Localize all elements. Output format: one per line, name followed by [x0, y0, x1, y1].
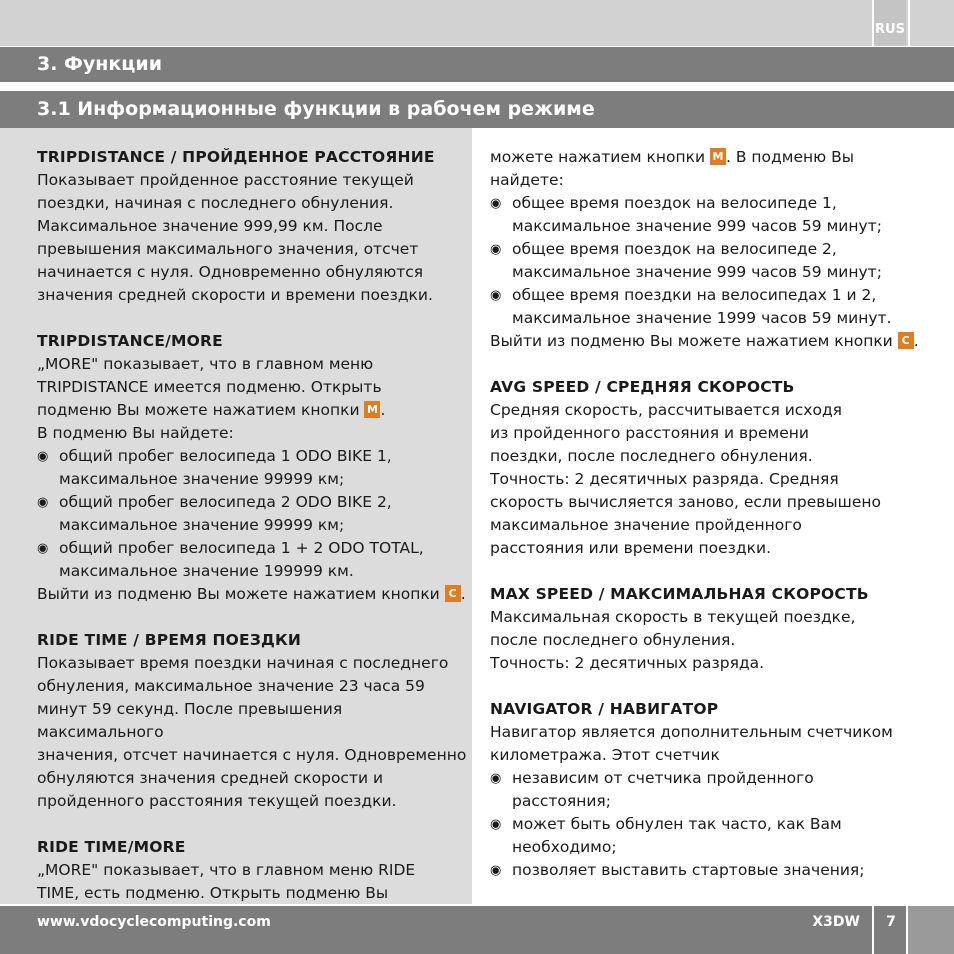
list-item: ◉ общее время поездки на велосипедах 1 и 2, максимальное значение 1999 часов 59 минут. [490, 286, 892, 327]
tripdistance-heading: TRIPDISTANCE / ПРОЙДЕННОЕ РАССТОЯНИЕ [37, 148, 435, 166]
avg-speed-line: из пройденного расстояния и времени [490, 424, 809, 442]
bullet-icon: ◉ [490, 771, 502, 786]
bullet-icon: ◉ [490, 242, 502, 257]
ride-time-more-line: можете нажатием кнопки M . В подменю Вы [490, 148, 854, 166]
ride-time-more-line: TIME, есть подменю. Открыть подменю Вы [37, 884, 389, 902]
ride-time-line: обнуления, максимальное значение 23 часа 59 [37, 677, 425, 695]
language-tab [872, 0, 906, 46]
m-key-icon: M [710, 148, 726, 165]
ride-time-line: значения, отсчет начинается с нуля. Одновременно [37, 746, 467, 764]
list-item: ◉ общий пробег велосипеда 1 ODO BIKE 1, максимальное значение 99999 км; [37, 447, 392, 488]
ride-time-more-line: найдете: [490, 171, 564, 189]
submenu-exit-line: Выйти из подменю Вы можете нажатием кнопки C . [37, 585, 466, 603]
navigator-line: километража. Этот счетчик [490, 746, 720, 764]
right-column [490, 146, 920, 882]
section-title: 3.1 Информационные функции в рабочем режиме [37, 98, 595, 120]
c-key-icon: C [445, 585, 461, 602]
avg-speed-line: поездки, после последнего обнуления. [490, 447, 813, 465]
language-label: RUS [875, 22, 905, 37]
bullet-icon: ◉ [490, 288, 502, 303]
list-item: ◉ может быть обнулен так часто, как Вам необходимо; [490, 815, 842, 856]
footer-bar [0, 906, 954, 954]
navigator-heading: NAVIGATOR / НАВИГАТОР [490, 700, 719, 718]
ride-time-line: минут 59 секунд. После превышения максимального [37, 700, 343, 741]
bullet-icon: ◉ [37, 541, 49, 556]
top-bar [0, 0, 954, 46]
top-right-strip [908, 0, 954, 46]
list-item: ◉ общий пробег велосипеда 1 + 2 ODO TOTAL, максимальное значение 199999 км. [37, 539, 424, 580]
tripdistance-line: значения средней скорости и времени поездки. [37, 286, 433, 304]
ride-time-line: Показывает время поездки начиная с последнего [37, 654, 449, 672]
list-item: ◉ независим от счетчика пройденного расстояния; [490, 769, 814, 810]
submenu-exit-line: Выйти из подменю Вы можете нажатием кнопки C . [490, 332, 919, 350]
left-column [37, 146, 469, 905]
footer-website-link[interactable]: www.vdocyclecomputing.com [37, 914, 271, 930]
tripdistance-line: Максимальное значение 999,99 км. После [37, 217, 383, 235]
tripdistance-line: Показывает пройденное расстояние текущей [37, 171, 414, 189]
m-key-icon: M [364, 401, 380, 418]
avg-speed-line: скорость вычисляется заново, если превышено [490, 493, 882, 511]
tripdistance-line: поездки, начиная с последнего обнуления. [37, 194, 394, 212]
tripdistance-line: превышения максимального значения, отсчет [37, 240, 419, 258]
footer-right-strip [908, 906, 954, 954]
avg-speed-line: Точность: 2 десятичных разряда. Средняя [490, 470, 839, 488]
max-speed-line: после последнего обнуления. [490, 631, 736, 649]
ride-time-more-line: „MORE" показывает, что в главном меню RIDE [37, 861, 416, 879]
ride-time-line: пройденного расстояния текущей поездки. [37, 792, 397, 810]
list-item: ◉ позволяет выставить стартовые значения; [490, 859, 920, 882]
ride-time-line: обнуляются значения средней скорости и [37, 769, 384, 787]
c-key-icon: C [898, 332, 914, 349]
bullet-icon: ◉ [37, 495, 49, 510]
list-item: ◉ общее время поездок на велосипеде 1, максимальное значение 999 часов 59 минут; [490, 194, 882, 235]
bullet-icon: ◉ [490, 196, 502, 211]
tripdistance-more-heading: TRIPDISTANCE/MORE [37, 332, 223, 350]
chapter-title: 3. Функции [37, 53, 163, 75]
avg-speed-line: расстояния или времени поездки. [490, 539, 772, 557]
ride-time-list [490, 192, 920, 330]
section-bar [0, 91, 954, 128]
footer-model-name: X3DW [812, 914, 860, 930]
bullet-icon: ◉ [490, 863, 502, 878]
chapter-bar [0, 47, 954, 82]
page-number: 7 [886, 914, 896, 930]
odo-list [37, 445, 469, 583]
tripdistance-more-line: „MORE" показывает, что в главном меню [37, 355, 374, 373]
tripdistance-line: начинается с нуля. Одновременно обнуляются [37, 263, 424, 281]
navigator-line: Навигатор является дополнительным счетчиком [490, 723, 893, 741]
avg-speed-line: максимальное значение пройденного [490, 516, 802, 534]
max-speed-line: Максимальная скорость в текущей поездке, [490, 608, 856, 626]
navigator-list [490, 767, 920, 882]
list-item: ◉ общий пробег велосипеда 2 ODO BIKE 2, максимальное значение 99999 км; [37, 493, 392, 534]
bullet-icon: ◉ [37, 449, 49, 464]
tripdistance-more-line: В подменю Вы найдете: [37, 424, 234, 442]
tripdistance-more-line: подменю Вы можете нажатием кнопки M . [37, 401, 386, 419]
avg-speed-heading: AVG SPEED / СРЕДНЯЯ СКОРОСТЬ [490, 378, 795, 396]
list-item: ◉ общее время поездок на велосипеде 2, максимальное значение 999 часов 59 минут; [490, 240, 882, 281]
tripdistance-more-line: TRIPDISTANCE имеется подменю. Открыть [37, 378, 382, 396]
max-speed-line: Точность: 2 десятичных разряда. [490, 654, 765, 672]
max-speed-heading: MAX SPEED / МАКСИМАЛЬНАЯ СКОРОСТЬ [490, 585, 869, 603]
ride-time-more-heading: RIDE TIME/MORE [37, 838, 186, 856]
bullet-icon: ◉ [490, 817, 502, 832]
ride-time-heading: RIDE TIME / ВРЕМЯ ПОЕЗДКИ [37, 631, 302, 649]
avg-speed-line: Средняя скорость, рассчитывается исходя [490, 401, 842, 419]
